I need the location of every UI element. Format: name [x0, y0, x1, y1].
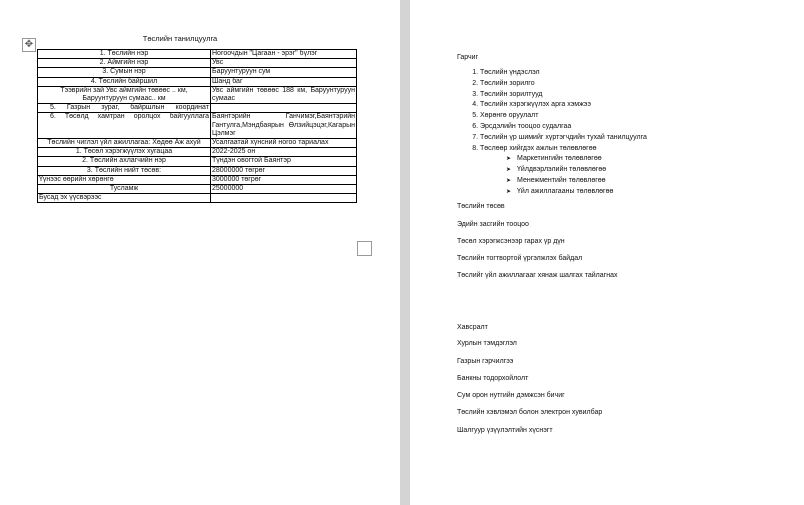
table-row — [38, 139, 357, 148]
table-value-cell[interactable]: Ногоочдын "Цагаан - эрэг" бүлэг — [211, 50, 357, 59]
table-resize-handle[interactable] — [357, 241, 372, 256]
page-title: Төслийн танилцуулга — [142, 34, 218, 43]
attachment-item: Төслийн хэвлэмэл болон электрон хувилбар — [457, 409, 603, 416]
contents-item-label: Хөрөнгө оруулалт — [480, 112, 539, 120]
attachment-item: Шалгуур үзүүлэлтийн хүснэгт — [457, 427, 553, 434]
table-key-cell[interactable]: Тээврийн зай Увс аймгийн төвөөс .. км, Баруунтуруун сумаас.. км — [38, 86, 211, 103]
document-page-left — [0, 0, 400, 505]
contents-item — [480, 100, 647, 111]
table-key-cell[interactable]: Төслийн чиглэл үйл ажиллагаа: Хөдөө Аж ахуй — [38, 139, 211, 148]
table-value-cell[interactable]: Түндэн овогтой Баянтэр — [211, 157, 357, 166]
contents-item-label: Төслийн зорилго — [480, 79, 535, 87]
table-row — [38, 194, 357, 203]
table-value-cell[interactable]: Шанд баг — [211, 77, 357, 86]
contents-heading: Гарчиг — [457, 54, 479, 61]
contents-subitem: ➤ Үйлдвэрлэлийн төлөвлөгөө — [506, 165, 647, 176]
document-page-right — [410, 0, 804, 505]
table-key-cell[interactable]: 1. Төслийн нэр — [38, 50, 211, 59]
section-paragraph: Төслийн төсөв — [457, 203, 505, 210]
table-row — [38, 86, 357, 103]
table-row — [38, 148, 357, 157]
table-value-cell[interactable] — [211, 194, 357, 203]
table-value-cell[interactable]: Баруунтуруун сум — [211, 68, 357, 77]
table-key-cell[interactable]: Үүнээс өөрийн хөрөнгө — [38, 175, 211, 184]
table-row — [38, 185, 357, 194]
table-row — [38, 68, 357, 77]
section-paragraph: Төслийг үйл ажиллагааг хянаж шалгах тайлагнах — [457, 272, 618, 279]
attachment-item: Банкны тодорхойлолт — [457, 375, 529, 382]
contents-item-label: Төслийн хэрэгжүүлэх арга хэмжээ — [480, 101, 591, 109]
table-row — [38, 166, 357, 175]
contents-item — [480, 68, 647, 79]
table-row — [38, 157, 357, 166]
contents-sublist — [480, 154, 647, 197]
table-row — [38, 104, 357, 113]
contents-item-label: Төслийн үндэслэл — [480, 69, 540, 76]
table-value-cell[interactable]: 28000000 төгрөг — [211, 166, 357, 175]
table-row — [38, 77, 357, 86]
contents-item-label: Эрсдэлийн тооцоо судалгаа — [480, 122, 572, 130]
table-value-cell[interactable]: Баянтэрийн Ганчимэг,Баянтэрийн Гантулга,Мэндбаярын Өлзийцэцэг,Кагарын Цэлмэг — [212, 113, 355, 137]
table-row — [38, 113, 357, 139]
section-paragraph: Төсөл хэрэгжсэнээр гарах үр дүн — [457, 238, 565, 245]
table-value-cell[interactable]: Усалгаатай хүнсний ногоо тариалах — [211, 139, 357, 148]
section-paragraph: Эдийн засгийн тооцоо — [457, 221, 529, 228]
project-info-table — [37, 49, 357, 203]
table-key-cell[interactable]: Тусламж — [38, 185, 211, 194]
attachment-item: Газрын гэрчилгээ — [457, 358, 514, 365]
table-key-cell[interactable]: 2. Аймгийн нэр — [38, 59, 211, 68]
attachments-heading: Хавсралт — [457, 324, 488, 331]
table-value-cell[interactable]: 3000000 төгрөг — [211, 175, 357, 184]
contents-item-label: Төслөөр хийгдэх ажлын төлөвлөгөө — [480, 144, 597, 152]
attachment-item: Хурлын тэмдэглэл — [457, 340, 517, 347]
table-key-cell[interactable]: 3. Төслийн нийт төсөв: — [38, 166, 211, 175]
table-value-cell[interactable] — [211, 104, 357, 113]
table-row — [38, 50, 357, 59]
contents-item — [480, 111, 647, 122]
table-key-cell[interactable]: 3. Сумын нэр — [38, 68, 211, 77]
contents-item — [480, 133, 647, 144]
attachment-item: Сум орон нутгийн дэмжсэн бичиг — [457, 392, 565, 399]
table-value-cell[interactable]: Увс — [211, 59, 357, 68]
table-key-cell[interactable]: 6. Төсөлд хамтран оролцох байгууллага — [38, 113, 211, 139]
contents-subitem: ➤ Менежментийн төлөвлөгөө — [506, 176, 647, 187]
contents-item-label: Төслийн үр шимийг хүртэгчдийн тухай танилцуулга — [480, 133, 647, 141]
table-key-cell[interactable]: 2. Төслийн ахлагчийн нэр — [38, 157, 211, 166]
contents-item — [480, 79, 647, 90]
contents-subitem: ➤ Үйл ажиллагааны төлөвлөгөө — [506, 187, 647, 198]
table-row — [38, 175, 357, 184]
contents-subitem: ➤ Маркетингийн төлөвлөгөө — [506, 154, 647, 165]
table-key-cell[interactable]: 4. Төслийн байршил — [38, 77, 211, 86]
contents-item — [480, 90, 647, 101]
contents-list — [458, 68, 647, 198]
table-key-cell[interactable]: Бусад эх үүсвэрээс — [38, 194, 211, 203]
contents-item — [480, 144, 647, 198]
page-gutter — [400, 0, 410, 505]
table-key-cell[interactable]: 5. Газрын зураг, байршлын координат — [38, 104, 211, 113]
table-value-cell[interactable]: 2022-2025 он — [211, 148, 357, 157]
contents-item — [480, 122, 647, 133]
table-key-cell[interactable]: 1. Төсөл хэрэгжүүлэх хугацаа — [38, 148, 211, 157]
table-move-handle-icon[interactable]: ✥ — [22, 38, 36, 52]
table-value-cell[interactable]: 25000000 — [211, 185, 357, 194]
contents-item-label: Төслийн зорилтууд — [480, 90, 543, 98]
section-paragraph: Төслийн тогтвортой үргэлжлэх байдал — [457, 255, 583, 262]
table-value-cell[interactable]: Увс аймгийн төвөөс 188 км, Баруунтуруун сумаас — [212, 86, 355, 103]
table-row — [38, 59, 357, 68]
